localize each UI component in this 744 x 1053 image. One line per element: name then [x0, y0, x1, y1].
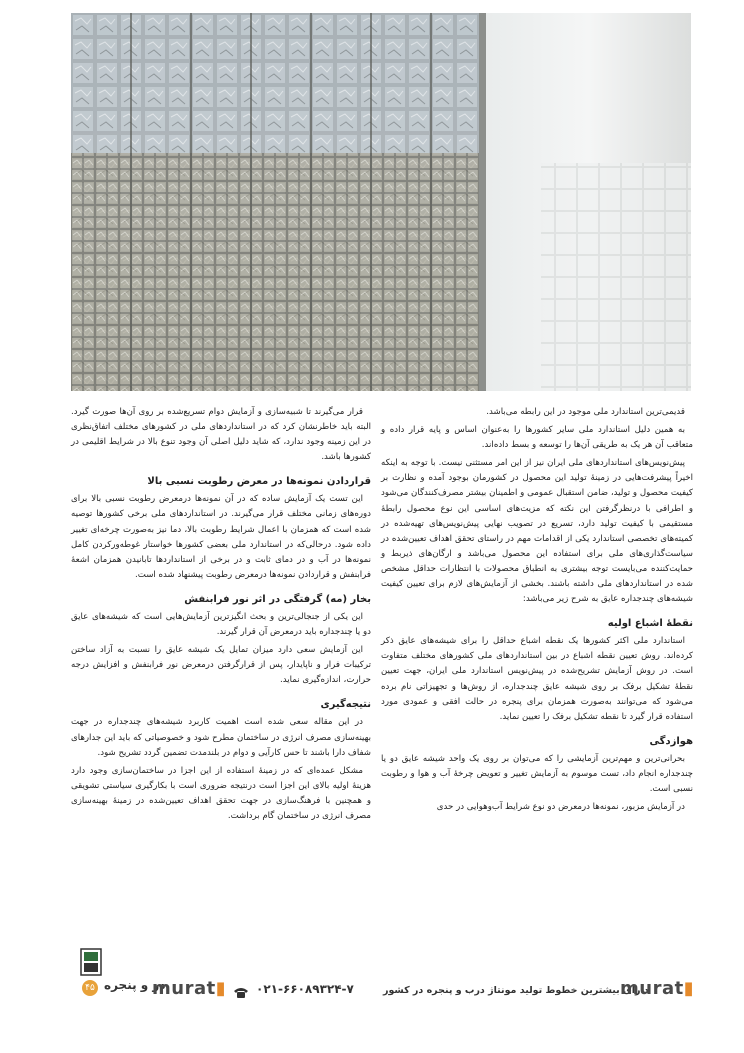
glass-block-wall-photo: [71, 13, 691, 391]
paragraph: پیش‌نویس‌های استانداردهای ملی ایران نیز از این امر مستثنی نیست. با توجه به اینکه اخیراً پیشرفت‌هایی در زمینهٔ تولید این محصول در کشورمان بوجود آمده و نظارت بر کیفیت محصول و تولید، ضامن استقبال عمومی و اطمینان بیشتر مصرف‌کنندگان می‌شود و اطرافی با درنظرگرفتن این نکته که مزیت‌های اساسی این نوع محصول رابطهٔ مستقیمی با کیفیت تولید دارد، تسریع در تصویب نهایی پیش‌نویس‌های تهیه‌شده در کمیته‌های تخصصی استاندارد یکی از اقدامات مهم در راستای تحقق اهداف تعیین‌شده در سیاست‌گذاری‌های ملی برای استفاده این محصول می‌باشد و ارگان‌های ذیربط و حمایت‌کننده می‌بایست توجه بیشتری به انطباق محصولات با انتظارات حداقل مشخص شده در استانداردهای ملی داشته باشند. بخشی از آزمایش‌های لازم برای تعیین کیفیت شیشه‌های چندجداره عایق به شرح زیر می‌باشد:: [381, 458, 693, 605]
paragraph: این یکی از جنجالی‌ترین و بحث انگیزترین آزمایش‌هایی است که شیشه‌های عایق دو یا چندجداره باید درمعرض آن قرار گیرند.: [71, 611, 371, 638]
brand-logo-left: murat▮: [152, 978, 227, 999]
paragraph: بحرانی‌ترین و مهم‌ترین آزمایشی را که می‌توان بر روی یک واحد شیشه عایق دو یا چندجداره انجام داد، تست موسوم به آزمایش تغییر و تعویض چرخهٔ آب و هوا و رطوبت نسبی است.: [381, 753, 693, 794]
article-column-left: [71, 405, 371, 827]
paragraph: استاندارد ملی اکثر کشورها یک نقطه اشباع حداقل را برای شیشه‌های عایق ذکر کرده‌اند. روش تعیین نقطه اشباع در بین استانداردهای ملی کشورهای مختلف متفاوت است. در روش آزمایش تشریح‌شده در پیش‌نویس استاندارد ملی ایران، جهت تعیین نقطهٔ تشکیل برفک بر روی شیشه عایق چندجداره، از روش‌ها و تجهیزاتی نام برده می‌شود که می‌توانند به‌صورت همزمان برای پنجره در حالت افقی و عمودی مورد استفاده قرار گیرد تا نقطه تشکیل برفک را تعیین نماید.: [381, 636, 693, 722]
paragraph: در این مقاله سعی شده است اهمیت کاربرد شیشه‌های چندجداره در جهت بهینه‌سازی مصرف انرژی در ساختمان مطرح شود و خصوصیاتی که باید این جدارهای شفاف دارا باشند تا حس کارآیی و دوام در بلندمدت تضمین گردد تشریح شود.: [71, 717, 371, 758]
magazine-name: در و پنجره: [104, 978, 166, 992]
magazine-logo-icon: [80, 948, 102, 976]
paragraph: به همین دلیل استاندارد ملی سایر کشورها را به‌عنوان اساس و پایه قرار داده و متعاقب آن هر یک به طریقی آن‌ها را توسعه و بسط داده‌اند.: [381, 425, 693, 451]
section-heading: نتیجه‌گیری: [320, 699, 371, 711]
page-number: ۴۵: [82, 980, 98, 996]
contact-phone: ۰۲۱-۶۶۰۸۹۳۲۴-۷: [256, 982, 354, 996]
section-heading: نقطهٔ اشباع اولیه: [607, 618, 693, 630]
paragraph: این تست یک آزمایش ساده که در آن نمونه‌ها درمعرض رطوبت نسبی بالا برای دوره‌های زمانی مختلف قرار می‌گیرند. در استانداردهای ملی برخی کشورها توصیه شده است که همزمان با اعمال شرایط رطوبت بالا، دما نیز به‌صورت چرخه‌ای تغییر داده شود. درحالی‌که در استاندارد ملی بعضی کشورها خواستار غوطه‌ورکردن کامل نمونه‌ها در آب و در دمای ثابت و در برخی از استانداردها تابانیدن همزمان اشعهٔ فرابنفش و قراردادن نمونه‌ها درمعرض رطوبت پیشنهاد شده است.: [71, 494, 371, 580]
section-heading: هوازدگی: [649, 735, 693, 747]
brand-logo-right: murat▮: [620, 978, 695, 999]
brand-tagline: دارای بیشترین خطوط تولید مونتاژ درب و پنجره در کشور: [383, 985, 649, 996]
section-heading: قراردادن نمونه‌ها در معرض رطوبت نسبی بالا: [147, 476, 371, 488]
section-heading: بخار (مه) گرفتگی در اثر نور فرابنفش: [184, 593, 371, 605]
page-footer: [0, 960, 744, 1020]
paragraph: این آزمایش سعی دارد میزان تمایل یک شیشه عایق را نسبت به آزاد ساختن ترکیبات فرار و ناپایدار، پس از قرارگرفتن درمعرض نور فرابنفش و افزایش درجه حرارت، اندازه‌گیری نماید.: [71, 645, 371, 686]
paragraph: در آزمایش مزبور، نمونه‌ها درمعرض دو نوع شرایط آب‌وهوایی در حدی: [436, 802, 685, 813]
paragraph: مشکل عمده‌ای که در زمینهٔ استفاده از این اجزا در ساختمان‌سازی وجود دارد هزینهٔ اولیه بالای این اجزا است درنتیجه ضروری است با بکارگیری سیاستی تشویقی و همچنین با فرهنگ‌سازی در جهت تحقق اهداف تعیین‌شده در زمینهٔ بهینه‌سازی مصرف انرژی در ساختمان گام برداشت.: [71, 765, 371, 821]
paragraph: قدیمی‌ترین استاندارد ملی موجود در این رابطه می‌باشد.: [486, 407, 685, 417]
phone-icon: [233, 984, 249, 1003]
article-column-right: [381, 405, 693, 818]
paragraph: قرار می‌گیرند تا شبیه‌سازی و آزمایش دوام تسریع‌شده بر روی آن‌ها صورت گیرد. البته باید خاطرنشان کرد که در استانداردهای ملی در کشورهای مختلف اتفاق‌نظری در این زمینه وجود ندارد، که شاید دلیل اصلی آن وجود تنوع بالا در شرایط اقلیمی در کشورها باشد.: [71, 407, 371, 463]
